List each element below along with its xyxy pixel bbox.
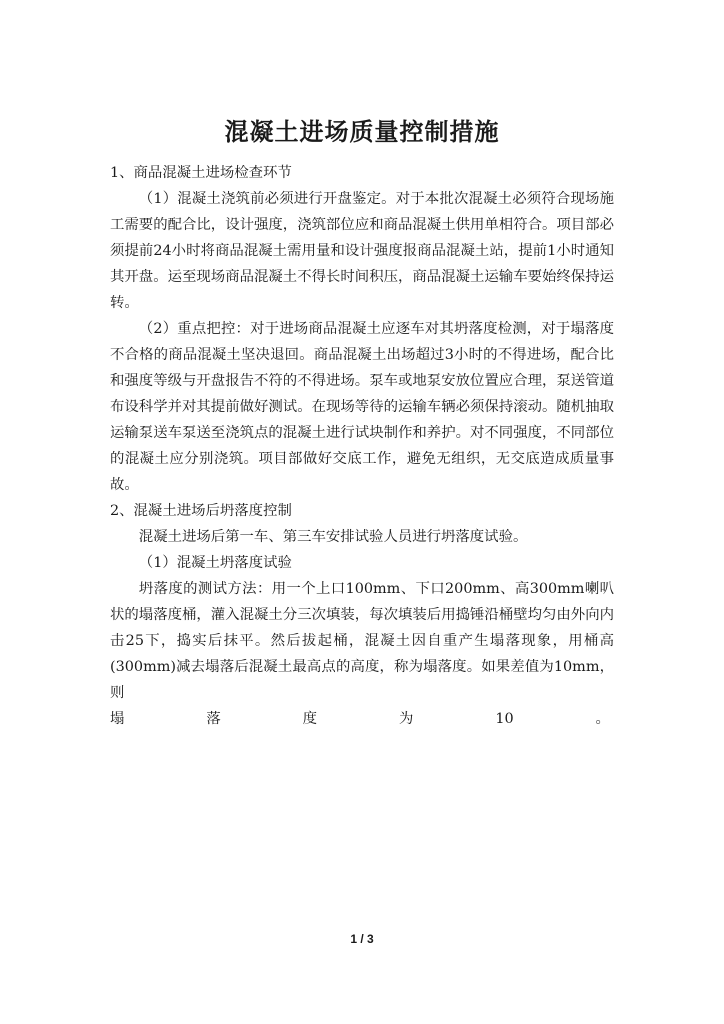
document-title: 混凝土进场质量控制措施 <box>224 117 500 146</box>
section-2-subheading: （1）混凝土坍落度试验 <box>138 555 292 571</box>
section-1-paragraph-2: （2）重点把控：对于进场商品混凝土应逐车对其坍落度检测，对于塌落度不合格的商品混凝土坚决退回。商品混凝土出场超过3小时的不得进场，配合比和强度等级与开盘报告不符的不得进场。泵车或地泵安放位置应合理，泵送管道布设科学并对其提前做好测试。在现场等待的运输车辆必须保持滚动。随机抽取运输泵送车泵送至浇筑点的混凝土进行试块制作和养护。对不同强度，不同部位的混凝土应分别浇筑。项目部做好交底工作，避免无组织，无交底造成质量事故。 <box>110 321 614 493</box>
last-line-word: 为 <box>398 711 414 727</box>
document-body <box>110 160 614 732</box>
last-line-word: 塌 <box>110 711 125 727</box>
last-line-word: 度 <box>302 711 318 727</box>
section-1-heading: 1、商品混凝土进场检查环节 <box>110 165 292 181</box>
section-2-last-line <box>110 706 610 732</box>
section-1-paragraph-1: （1）混凝土浇筑前必须进行开盘鉴定。对于本批次混凝土必须符合现场施工需要的配合比，设计强度，浇筑部位应和商品混凝土供用单相符合。项目部必须提前24小时将商品混凝土需用量和设计强度报商品混凝土站，提前1小时通知其开盘。运至现场商品混凝土不得长时间积压，商品混凝土运输车要始终保持运转。 <box>110 191 614 311</box>
last-line-word: 落 <box>206 711 221 727</box>
last-line-word: 。 <box>595 711 610 727</box>
last-line-word: 10 <box>495 711 514 727</box>
page-number: 1 / 3 <box>350 932 374 946</box>
section-2-paragraph-1: 混凝土进场后第一车、第三车安排试验人员进行坍落度试验。 <box>138 529 528 545</box>
section-2-paragraph-2: 坍落度的测试方法：用一个上口100mm、下口200mm、高300mm喇叭状的塌落度桶，灌入混凝土分三次填装，每次填装后用捣锤沿桶壁均匀由外向内击25下，捣实后抹平。然后拔起桶，混凝土因自重产生塌落现象，用桶高(300mm)减去塌落后混凝土最高点的高度，称为塌落度。如果差值为10mm，则 <box>110 581 614 701</box>
section-2-heading: 2、混凝土进场后坍落度控制 <box>110 503 292 519</box>
